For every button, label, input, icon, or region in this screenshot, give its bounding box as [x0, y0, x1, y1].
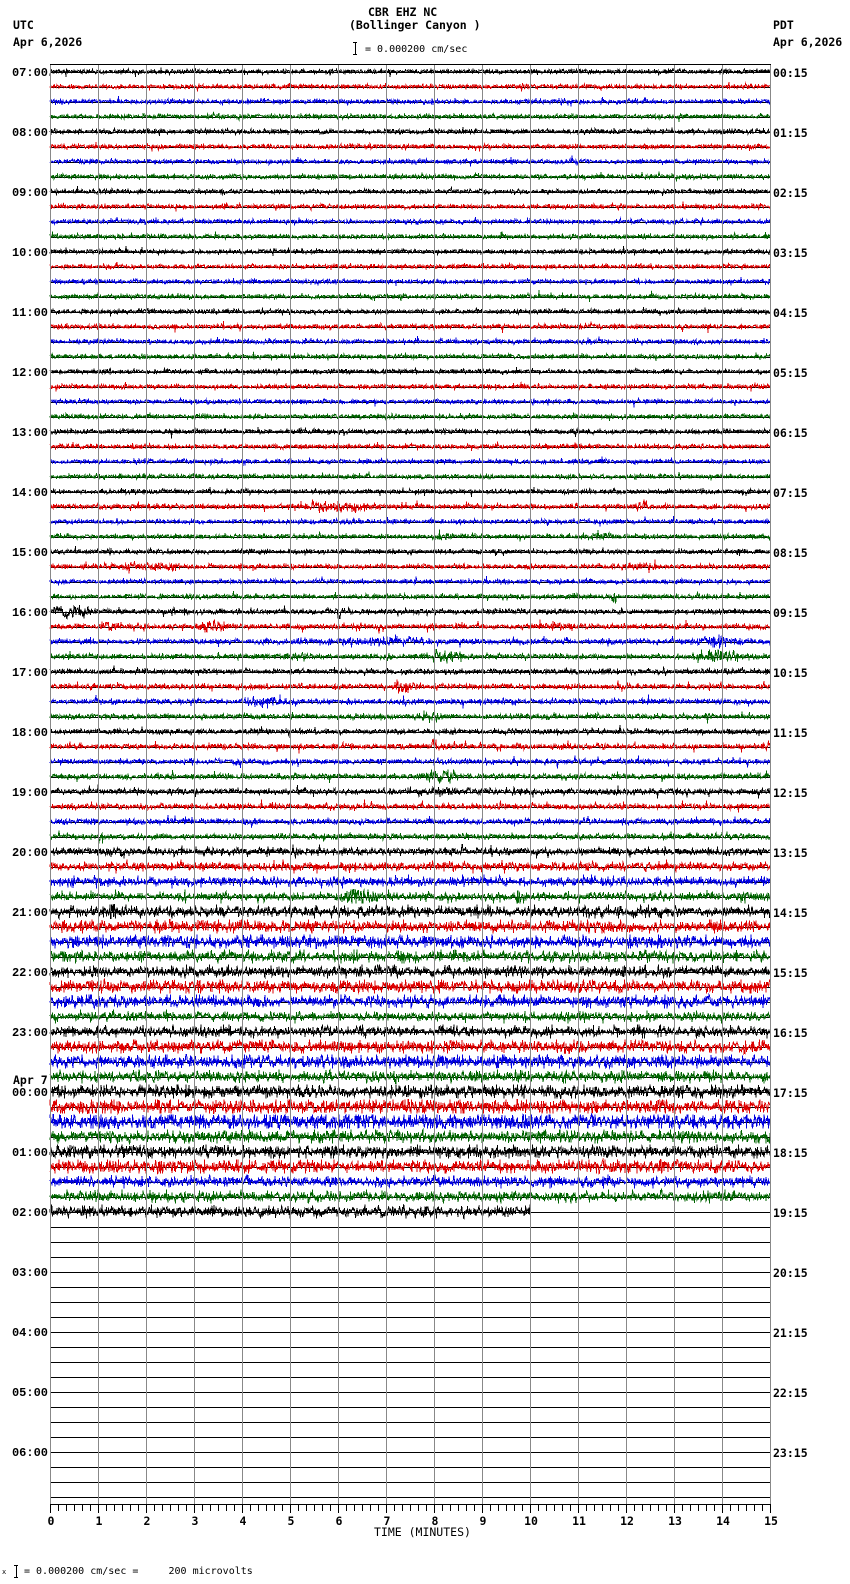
- pdt-timezone-label: PDT: [773, 18, 794, 32]
- seismic-trace: [50, 96, 770, 107]
- seismic-trace: [50, 770, 770, 784]
- seismic-trace: [50, 1175, 770, 1189]
- x-axis-tick-label: 6: [335, 1514, 343, 1528]
- utc-hour-label: 04:00: [11, 1326, 48, 1340]
- pdt-time-label: 09:15: [773, 606, 808, 620]
- utc-hour-label: 18:00: [11, 726, 48, 740]
- seismic-trace: [50, 1160, 770, 1174]
- pdt-time-label: 19:15: [773, 1206, 808, 1220]
- pdt-time-label: 02:15: [773, 186, 808, 200]
- seismic-trace: [50, 142, 770, 151]
- utc-hour-label: 11:00: [11, 306, 48, 320]
- x-axis-tick-label: 14: [716, 1514, 730, 1528]
- utc-date-label: Apr 6,2026: [13, 35, 83, 49]
- seismic-trace: [50, 441, 770, 450]
- seismic-trace: [50, 935, 770, 949]
- seismic-trace: [50, 650, 770, 664]
- trace-baselines: [50, 73, 770, 1498]
- seismic-trace: [50, 965, 770, 979]
- utc-hour-label: 19:00: [11, 786, 48, 800]
- seismic-trace: [50, 1025, 770, 1039]
- x-axis-tick-label: 2: [143, 1514, 151, 1528]
- seismic-trace: [50, 217, 770, 226]
- station-name: (Bollinger Canyon ): [349, 18, 481, 32]
- seismic-trace: [50, 127, 770, 136]
- seismic-trace: [50, 1145, 770, 1159]
- seismic-trace: [50, 231, 770, 239]
- x-axis-tick-label: 0: [47, 1514, 55, 1528]
- utc-hour-label: 16:00: [11, 606, 48, 620]
- seismic-trace: [50, 1190, 770, 1204]
- x-axis-tick-label: 11: [572, 1514, 586, 1528]
- seismic-trace: [50, 1040, 770, 1054]
- seismic-trace: [50, 68, 770, 77]
- seismic-trace: [50, 1085, 770, 1099]
- seismic-trace: [50, 472, 770, 481]
- seismic-trace: [50, 246, 770, 256]
- pdt-time-label: 12:15: [773, 786, 808, 800]
- seismic-trace: [50, 875, 770, 889]
- seismic-trace: [50, 500, 770, 513]
- footer-scale-text: = 0.000200 cm/sec = 200 microvolts: [24, 1566, 253, 1577]
- seismic-trace: [50, 815, 770, 828]
- seismic-trace: [50, 382, 770, 392]
- utc-hour-label: 12:00: [11, 366, 48, 380]
- seismic-trace: [50, 591, 770, 603]
- pdt-time-label: 01:15: [773, 126, 808, 140]
- pdt-time-label: 11:15: [773, 726, 808, 740]
- station-title: CBR EHZ NC: [368, 5, 438, 19]
- utc-hour-label: 05:00: [11, 1386, 48, 1400]
- pdt-time-label: 14:15: [773, 906, 808, 920]
- seismic-trace: [50, 1055, 770, 1069]
- seismic-trace: [50, 1100, 770, 1114]
- utc-hour-label: 21:00: [11, 906, 48, 920]
- seismic-trace: [50, 156, 770, 167]
- seismic-trace: [50, 845, 770, 859]
- seismic-trace: [50, 666, 770, 677]
- seismic-trace: [50, 352, 770, 361]
- seismic-trace: [50, 1010, 770, 1024]
- seismic-trace: [50, 756, 770, 769]
- seismic-trace: [50, 290, 770, 302]
- seismic-trace: [50, 980, 770, 994]
- seismic-trace: [50, 680, 770, 694]
- seismic-trace: [50, 695, 770, 709]
- x-axis-tick-label: 1: [95, 1514, 103, 1528]
- x-axis-tick-label: 12: [620, 1514, 634, 1528]
- seismic-trace: [50, 950, 770, 964]
- utc-hour-label: 17:00: [11, 666, 48, 680]
- utc-hour-label: 15:00: [11, 546, 48, 560]
- utc-hour-label: 00:00: [11, 1086, 48, 1100]
- x-axis-tick-label: 3: [191, 1514, 199, 1528]
- seismic-trace: [50, 800, 770, 813]
- seismic-trace: [50, 785, 770, 799]
- pdt-time-label: 13:15: [773, 846, 808, 860]
- seismic-trace: [50, 367, 770, 375]
- utc-hour-label: 20:00: [11, 846, 48, 860]
- seismic-trace: [50, 82, 770, 91]
- x-axis-tick-label: 9: [479, 1514, 487, 1528]
- seismic-trace: [50, 740, 770, 754]
- pdt-time-label: 15:15: [773, 966, 808, 980]
- scale-bar-icon: [12, 1564, 20, 1579]
- utc-hour-label: 13:00: [11, 426, 48, 440]
- seismic-trace: [50, 605, 770, 619]
- pdt-time-label: 18:15: [773, 1146, 808, 1160]
- seismic-trace: [50, 920, 770, 934]
- pdt-time-label: 20:15: [773, 1266, 808, 1280]
- utc-hour-label: 01:00: [11, 1146, 48, 1160]
- utc-hour-label: 08:00: [11, 126, 48, 140]
- seismic-trace: [50, 560, 770, 574]
- seismic-trace: [50, 277, 770, 286]
- x-axis-tick-label: 5: [287, 1514, 295, 1528]
- seismic-trace: [50, 336, 770, 345]
- seismic-trace: [50, 620, 770, 634]
- seismic-trace: [50, 995, 770, 1009]
- seismic-trace: [50, 890, 770, 904]
- seismic-trace: [50, 635, 770, 649]
- seismic-trace: [50, 711, 770, 724]
- seismic-trace: [50, 860, 770, 874]
- scale-text: = 0.000200 cm/sec: [365, 44, 468, 55]
- seismic-trace: [50, 725, 770, 736]
- utc-hour-label: 10:00: [11, 246, 48, 260]
- utc-hour-label: 22:00: [11, 966, 48, 980]
- seismic-trace: [50, 1070, 770, 1084]
- seismic-trace: [50, 457, 770, 467]
- pdt-time-label: 23:15: [773, 1446, 808, 1460]
- pdt-time-label: 21:15: [773, 1326, 808, 1340]
- x-axis-tick-label: 13: [668, 1514, 682, 1528]
- x-axis-title: TIME (MINUTES): [374, 1525, 471, 1539]
- utc-hour-label: 03:00: [11, 1266, 48, 1280]
- x-axis-tick-label: 8: [431, 1514, 439, 1528]
- utc-timezone-label: UTC: [13, 18, 34, 32]
- seismic-trace: [50, 830, 770, 843]
- seismic-trace: [50, 262, 770, 270]
- seismic-trace: [50, 516, 770, 526]
- date-change-label: Apr 7: [13, 1073, 48, 1087]
- utc-hour-label: 09:00: [11, 186, 48, 200]
- utc-hour-label: 06:00: [11, 1446, 48, 1460]
- pdt-time-label: 03:15: [773, 246, 808, 260]
- x-axis-tick-label: 15: [764, 1514, 778, 1528]
- x-axis-tick-label: 10: [524, 1514, 538, 1528]
- pdt-time-label: 22:15: [773, 1386, 808, 1400]
- seismic-trace: [50, 186, 770, 196]
- pdt-time-label: 17:15: [773, 1086, 808, 1100]
- pdt-time-label: 07:15: [773, 486, 808, 500]
- utc-hour-label: 07:00: [11, 66, 48, 80]
- footer-marker: x: [2, 1568, 7, 1576]
- seismic-trace: [50, 1115, 770, 1129]
- utc-hour-label: 14:00: [11, 486, 48, 500]
- pdt-time-label: 04:15: [773, 306, 808, 320]
- pdt-time-label: 10:15: [773, 666, 808, 680]
- utc-hour-label: 02:00: [11, 1206, 48, 1220]
- seismic-trace: [50, 1130, 770, 1144]
- pdt-time-label: 08:15: [773, 546, 808, 560]
- pdt-time-label: 06:15: [773, 426, 808, 440]
- pdt-time-label: 16:15: [773, 1026, 808, 1040]
- seismic-trace: [50, 530, 770, 542]
- x-axis-tick-label: 4: [239, 1514, 247, 1528]
- seismic-traces: [50, 68, 770, 1219]
- seismic-trace: [50, 905, 770, 919]
- seismic-trace: [50, 546, 770, 556]
- x-axis-tick-label: 7: [383, 1514, 391, 1528]
- seismic-trace: [50, 172, 770, 182]
- pdt-date-label: Apr 6,2026: [773, 35, 843, 49]
- pdt-time-label: 05:15: [773, 366, 808, 380]
- utc-hour-label: 23:00: [11, 1026, 48, 1040]
- seismic-trace: [50, 307, 770, 316]
- seismic-trace: [50, 413, 770, 422]
- seismic-trace: [50, 576, 770, 585]
- seismic-trace: [50, 202, 770, 212]
- pdt-time-label: 00:15: [773, 66, 808, 80]
